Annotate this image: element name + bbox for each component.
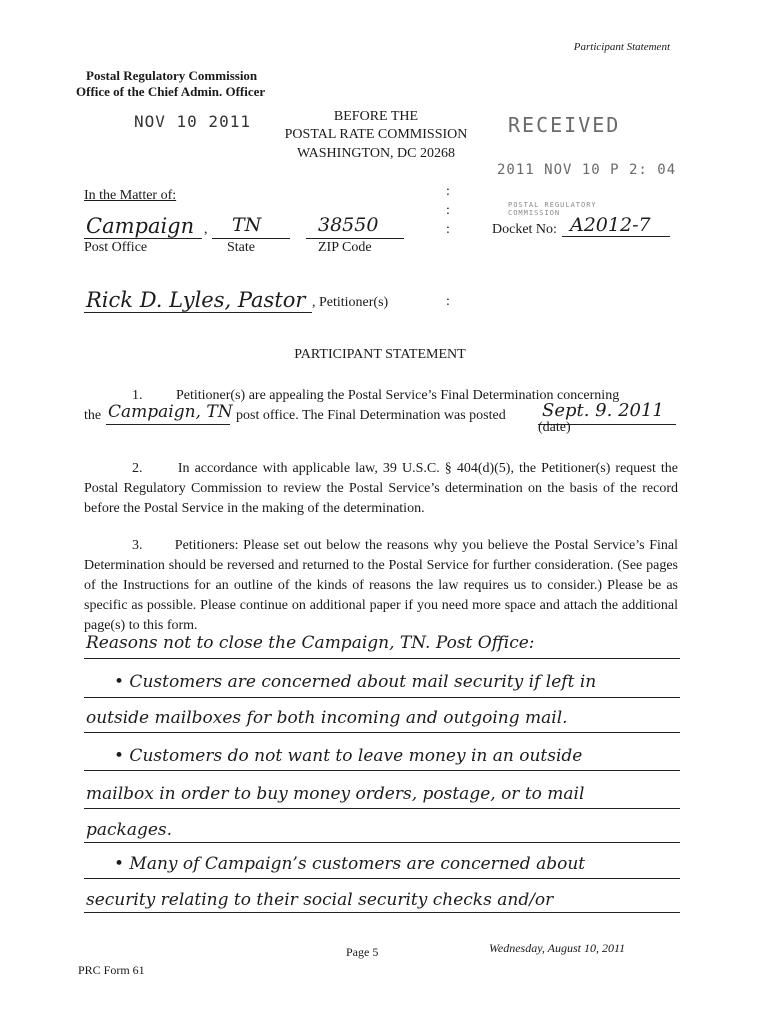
- colon-2: :: [446, 203, 450, 218]
- p1-date: Sept. 9. 2011: [542, 400, 664, 421]
- reason-line-8: security relating to their social security checks and/or: [86, 890, 554, 910]
- rule-2: [84, 697, 680, 698]
- post-office-value: Campaign: [86, 214, 195, 238]
- received-stamp-title: RECEIVED: [508, 113, 621, 137]
- rule-7: [84, 878, 680, 879]
- court-line-1: BEFORE THE: [333, 109, 419, 124]
- rule-8: [84, 912, 680, 913]
- petitioner-value: Rick D. Lyles, Pastor: [86, 288, 306, 312]
- reason-line-3: outside mailboxes for both incoming and outgoing mail.: [86, 708, 568, 728]
- rule-6: [84, 842, 680, 843]
- p1-text-a: Petitioner(s) are appealing the Postal Service’s Final Determination concerning: [176, 388, 620, 403]
- p3-number: 3.: [132, 538, 143, 553]
- post-office-line: [84, 238, 202, 239]
- header-label: Participant Statement: [573, 41, 670, 53]
- p1-office: Campaign, TN: [108, 402, 233, 422]
- reason-line-5: mailbox in order to buy money orders, postage, or to mail: [86, 784, 585, 804]
- colon-4: :: [446, 294, 450, 309]
- docket-label: Docket No:: [492, 222, 557, 237]
- court-line-3: WASHINGTON, DC 20268: [296, 146, 456, 161]
- statement-title: PARTICIPANT STATEMENT: [294, 347, 466, 362]
- p1-text-b: post office. The Final Determination was posted: [236, 408, 506, 423]
- comma-1: ,: [204, 222, 208, 237]
- zip-line: [306, 238, 404, 239]
- court-line-2: POSTAL RATE COMMISSION: [284, 127, 468, 142]
- footer-date: Wednesday, August 10, 2011: [489, 941, 626, 955]
- date-stamp: NOV 10 2011: [134, 112, 251, 131]
- p1-number: 1.: [132, 388, 143, 403]
- reason-line-6: packages.: [86, 820, 173, 840]
- colon-3: :: [446, 222, 450, 237]
- rule-3: [84, 732, 680, 733]
- reason-line-1: Reasons not to close the Campaign, TN. Post Office:: [86, 633, 535, 653]
- state-value: TN: [232, 214, 262, 236]
- state-line: [212, 238, 290, 239]
- org-line-1: Postal Regulatory Commission: [86, 68, 258, 83]
- state-label: State: [227, 240, 255, 255]
- post-office-label: Post Office: [84, 240, 148, 255]
- docket-line: [562, 236, 670, 237]
- reason-line-7: • Many of Campaign’s customers are concerned about: [114, 854, 586, 874]
- org-line-2: Office of the Chief Admin. Officer: [76, 84, 266, 99]
- matter-label: In the Matter of:: [84, 188, 177, 203]
- rule-5: [84, 808, 680, 809]
- rule-4: [84, 770, 680, 771]
- paragraph-3: [84, 536, 678, 636]
- p3-text: Petitioners: Please set out below the reasons why you believe the Postal Service’s Final Determination should be reversed and returned to the Postal Service for further consideration. (See pages of the Instructions for an outline of the kinds of reasons the law requires us to consider.) Please be as specific as possible. Please continue on additional paper if you need more space and attach the additional page(s) to this form.: [84, 538, 679, 633]
- footer-form: PRC Form 61: [78, 963, 145, 977]
- footer-page: Page 5: [346, 945, 379, 959]
- zip-value: 38550: [318, 214, 379, 236]
- reason-line-2: • Customers are concerned about mail security if left in: [114, 672, 597, 692]
- received-stamp-datetime: 2011 NOV 10 P 2: 04: [497, 162, 677, 178]
- docket-value: A2012-7: [570, 214, 651, 236]
- rule-1: [84, 658, 680, 659]
- p2-text: In accordance with applicable law, 39 U.S.C. § 404(d)(5), the Petitioner(s) request the Postal Regulatory Commission to review the Postal Service’s determination on the basis of the record before the Postal Service in the making of the determination.: [84, 461, 679, 516]
- p1-office-line: [106, 424, 230, 425]
- p1-date-label: (date): [538, 420, 571, 435]
- colon-1: :: [446, 184, 450, 199]
- petitioner-line: [84, 312, 312, 313]
- zip-label: ZIP Code: [318, 240, 372, 255]
- petitioner-label: , Petitioner(s): [312, 295, 389, 310]
- p2-number: 2.: [132, 461, 143, 476]
- p1-the: the: [84, 408, 102, 423]
- reason-line-4: • Customers do not want to leave money in an outside: [114, 746, 583, 766]
- paragraph-2: [84, 459, 678, 519]
- received-stamp-agency: POSTAL REGULATORY COMMISSION: [508, 201, 597, 217]
